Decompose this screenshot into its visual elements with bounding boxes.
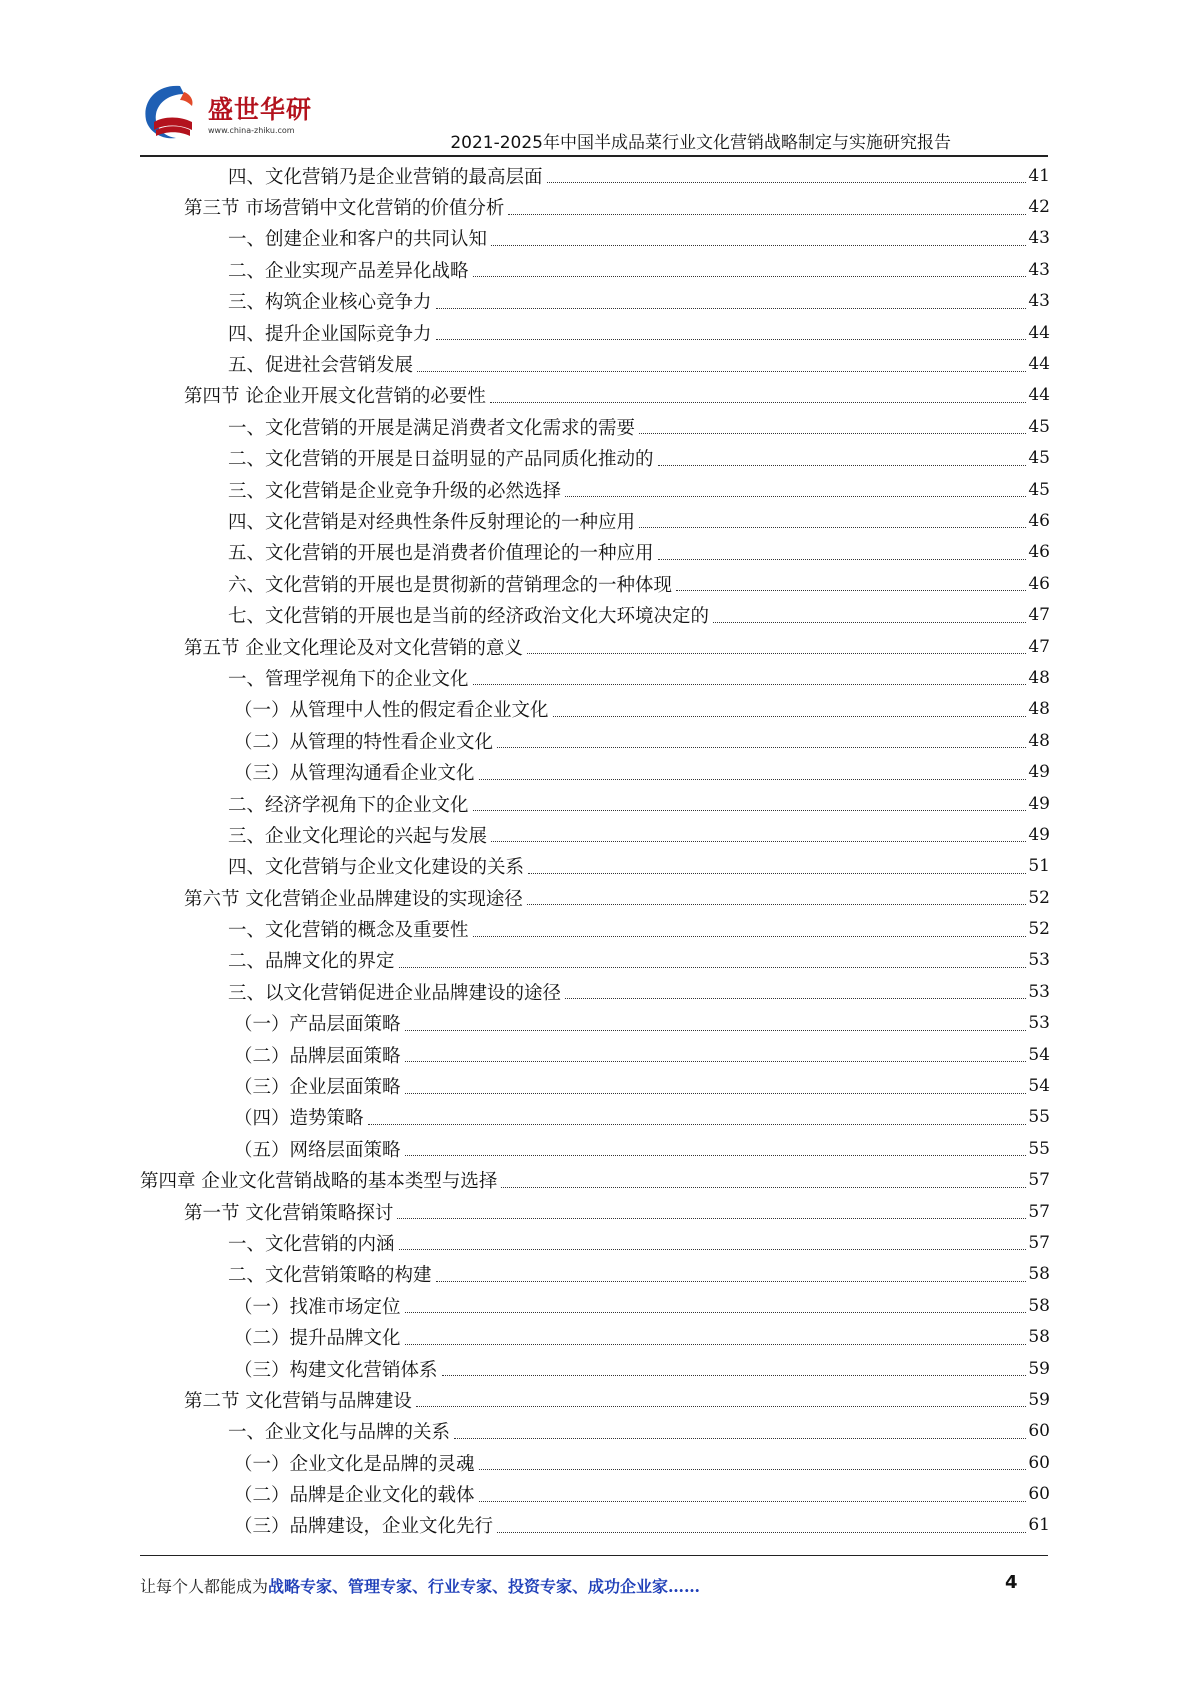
toc-leader-dots <box>473 922 1026 937</box>
toc-entry-page: 51 <box>1028 856 1050 877</box>
toc-entry-page: 44 <box>1028 322 1050 343</box>
toc-leader-dots <box>436 325 1026 340</box>
toc-entry-label: （二）品牌层面策略 <box>234 1042 403 1068</box>
toc-entry-page: 42 <box>1028 197 1050 218</box>
toc-leader-dots <box>405 1016 1026 1031</box>
toc-entry-page: 59 <box>1028 1389 1050 1410</box>
toc-entry-label: 第三节 市场营销中文化营销的价值分析 <box>184 194 506 220</box>
logo-url: www.china-zhiku.com <box>208 126 295 135</box>
toc-entry-page: 44 <box>1028 385 1050 406</box>
toc-leader-dots <box>436 294 1026 309</box>
toc-entry-label: 五、促进社会营销发展 <box>228 351 415 377</box>
toc-entry-label: 四、提升企业国际竞争力 <box>228 320 434 346</box>
toc-entry-label: （三）品牌建设，企业文化先行 <box>234 1512 495 1538</box>
toc-entry-page: 48 <box>1028 667 1050 688</box>
toc-entry-label: 四、文化营销与企业文化建设的关系 <box>228 853 526 879</box>
toc-entry[interactable] <box>140 1510 1050 1541</box>
toc-entry[interactable] <box>140 851 1050 882</box>
toc-entry-page: 53 <box>1028 950 1050 971</box>
toc-leader-dots <box>368 1110 1026 1125</box>
toc-leader-dots <box>639 513 1026 528</box>
toc-leader-dots <box>405 1141 1026 1156</box>
toc-leader-dots <box>436 1267 1026 1282</box>
toc-entry-page: 48 <box>1028 699 1050 720</box>
toc-entry-page: 57 <box>1028 1232 1050 1253</box>
toc-leader-dots <box>405 1047 1026 1062</box>
toc-entry[interactable] <box>140 1416 1050 1447</box>
toc-entry[interactable] <box>140 474 1050 505</box>
toc-leader-dots <box>528 859 1026 874</box>
toc-leader-dots <box>454 1424 1026 1439</box>
toc-entry[interactable] <box>140 882 1050 913</box>
toc-leader-dots <box>405 1298 1026 1313</box>
toc-entry[interactable] <box>140 1196 1050 1227</box>
toc-entry[interactable] <box>140 945 1050 976</box>
toc-entry[interactable] <box>140 1165 1050 1196</box>
page-header <box>0 0 1191 160</box>
toc-leader-dots <box>473 670 1026 685</box>
toc-entry-page: 58 <box>1028 1327 1050 1348</box>
toc-entry-label: 二、品牌文化的界定 <box>228 947 397 973</box>
toc-entry-label: 二、企业实现产品差异化战略 <box>228 257 471 283</box>
toc-entry[interactable] <box>140 223 1050 254</box>
toc-entry-page: 43 <box>1028 228 1050 249</box>
toc-entry-label: 一、管理学视角下的企业文化 <box>228 665 471 691</box>
toc-leader-dots <box>490 388 1026 403</box>
toc-entry-page: 57 <box>1028 1170 1050 1191</box>
toc-entry[interactable] <box>140 191 1050 222</box>
toc-entry-page: 55 <box>1028 1138 1050 1159</box>
toc-leader-dots <box>658 451 1026 466</box>
toc-entry-page: 45 <box>1028 479 1050 500</box>
toc-entry-page: 53 <box>1028 1013 1050 1034</box>
toc-entry[interactable] <box>140 662 1050 693</box>
toc-leader-dots <box>565 984 1026 999</box>
toc-entry-label: （二）品牌是企业文化的载体 <box>234 1481 477 1507</box>
toc-leader-dots <box>417 357 1026 372</box>
toc-entry[interactable] <box>140 694 1050 725</box>
toc-leader-dots <box>442 1361 1026 1376</box>
toc-entry[interactable] <box>140 1008 1050 1039</box>
toc-leader-dots <box>399 1235 1026 1250</box>
toc-leader-dots <box>399 953 1026 968</box>
toc-entry-page: 59 <box>1028 1358 1050 1379</box>
toc-entry-label: 三、以文化营销促进企业品牌建设的途径 <box>228 979 563 1005</box>
toc-entry[interactable] <box>140 913 1050 944</box>
toc-entry[interactable] <box>140 568 1050 599</box>
toc-leader-dots <box>405 1330 1026 1345</box>
toc-entry[interactable] <box>140 443 1050 474</box>
toc-entry[interactable] <box>140 631 1050 662</box>
page-number: 4 <box>1005 1572 1018 1593</box>
toc-entry-page: 46 <box>1028 510 1050 531</box>
toc-leader-dots <box>473 262 1026 277</box>
toc-entry-page: 44 <box>1028 354 1050 375</box>
company-logo <box>140 82 320 152</box>
toc-entry[interactable] <box>140 756 1050 787</box>
toc-entry-page: 45 <box>1028 416 1050 437</box>
toc-leader-dots <box>547 168 1026 183</box>
toc-entry-label: 一、创建企业和客户的共同认知 <box>228 225 489 251</box>
toc-entry[interactable] <box>140 1321 1050 1352</box>
toc-entry[interactable] <box>140 411 1050 442</box>
toc-leader-dots <box>565 482 1026 497</box>
toc-entry[interactable] <box>140 1290 1050 1321</box>
toc-entry[interactable] <box>140 976 1050 1007</box>
logo-text: 盛世华研 <box>208 95 313 124</box>
toc-leader-dots <box>479 1487 1026 1502</box>
logo-swoosh-icon <box>140 82 206 148</box>
toc-entry-page: 57 <box>1028 1201 1050 1222</box>
toc-entry-page: 46 <box>1028 542 1050 563</box>
toc-entry-label: 三、构筑企业核心竞争力 <box>228 288 434 314</box>
toc-entry[interactable] <box>140 1133 1050 1164</box>
toc-entry-label: 第二节 文化营销与品牌建设 <box>184 1387 414 1413</box>
toc-entry[interactable] <box>140 1384 1050 1415</box>
toc-entry-page: 47 <box>1028 636 1050 657</box>
toc-entry-label: 四、文化营销乃是企业营销的最高层面 <box>228 163 545 189</box>
toc-entry[interactable] <box>140 1259 1050 1290</box>
toc-entry-label: 三、企业文化理论的兴起与发展 <box>228 822 489 848</box>
toc-leader-dots <box>658 545 1026 560</box>
toc-entry[interactable] <box>140 788 1050 819</box>
toc-entry-label: 一、文化营销的开展是满足消费者文化需求的需要 <box>228 414 637 440</box>
toc-entry[interactable] <box>140 725 1050 756</box>
toc-entry[interactable] <box>140 1447 1050 1478</box>
toc-leader-dots <box>491 231 1026 246</box>
toc-entry-label: （四）造势策略 <box>234 1104 366 1130</box>
toc-entry-label: 三、文化营销是企业竞争升级的必然选择 <box>228 477 563 503</box>
toc-entry-page: 45 <box>1028 448 1050 469</box>
toc-entry-label: （一）找准市场定位 <box>234 1293 403 1319</box>
toc-entry-label: 第四节 论企业开展文化营销的必要性 <box>184 382 488 408</box>
toc-leader-dots <box>713 608 1026 623</box>
toc-entry-page: 49 <box>1028 762 1050 783</box>
toc-entry-label: 六、文化营销的开展也是贯彻新的营销理念的一种体现 <box>228 571 674 597</box>
toc-entry[interactable] <box>140 599 1050 630</box>
footer-slogan-highlight: 战略专家、管理专家、行业专家、投资专家、成功企业家…… <box>268 1577 701 1596</box>
toc-entry-page: 43 <box>1028 259 1050 280</box>
toc-entry-label: 一、文化营销的内涵 <box>228 1230 397 1256</box>
toc-leader-dots <box>676 576 1026 591</box>
toc-leader-dots <box>639 419 1026 434</box>
toc-leader-dots <box>479 1455 1026 1470</box>
toc-leader-dots <box>479 765 1026 780</box>
toc-entry[interactable] <box>140 1353 1050 1384</box>
toc-entry-page: 41 <box>1028 165 1050 186</box>
toc-entry[interactable] <box>140 1478 1050 1509</box>
toc-entry-label: 第一节 文化营销策略探讨 <box>184 1199 395 1225</box>
toc-entry-page: 47 <box>1028 605 1050 626</box>
toc-entry-label: （三）从管理沟通看企业文化 <box>234 759 477 785</box>
toc-entry-page: 54 <box>1028 1076 1050 1097</box>
toc-entry[interactable] <box>140 1227 1050 1258</box>
toc-entry[interactable] <box>140 286 1050 317</box>
toc-entry-page: 48 <box>1028 730 1050 751</box>
toc-entry-label: 五、文化营销的开展也是消费者价值理论的一种应用 <box>228 539 656 565</box>
toc-entry-page: 54 <box>1028 1044 1050 1065</box>
toc-leader-dots <box>553 702 1026 717</box>
toc-entry-page: 52 <box>1028 887 1050 908</box>
toc-entry-page: 60 <box>1028 1452 1050 1473</box>
toc-entry-label: （一）从管理中人性的假定看企业文化 <box>234 696 551 722</box>
toc-entry-label: （五）网络层面策略 <box>234 1136 403 1162</box>
toc-entry-label: （三）构建文化营销体系 <box>234 1356 440 1382</box>
toc-entry-label: 二、文化营销策略的构建 <box>228 1261 434 1287</box>
footer-slogan-prefix: 让每个人都能成为 <box>140 1577 269 1596</box>
toc-entry[interactable] <box>140 1102 1050 1133</box>
toc-leader-dots <box>501 1173 1026 1188</box>
toc-entry-label: 第六节 文化营销企业品牌建设的实现途径 <box>184 885 525 911</box>
toc-entry-page: 60 <box>1028 1484 1050 1505</box>
toc-entry-label: 一、文化营销的概念及重要性 <box>228 916 471 942</box>
toc-entry-label: （一）企业文化是品牌的灵魂 <box>234 1450 477 1476</box>
toc-entry-page: 49 <box>1028 824 1050 845</box>
toc-entry-page: 58 <box>1028 1264 1050 1285</box>
toc-entry-page: 43 <box>1028 291 1050 312</box>
toc-entry-label: （二）从管理的特性看企业文化 <box>234 728 495 754</box>
toc-leader-dots <box>497 1518 1026 1533</box>
toc-entry[interactable] <box>140 348 1050 379</box>
toc-leader-dots <box>416 1392 1026 1407</box>
toc-entry-label: 第四章 企业文化营销战略的基本类型与选择 <box>140 1167 499 1193</box>
toc-entry-label: 第五节 企业文化理论及对文化营销的意义 <box>184 634 525 660</box>
header-divider <box>140 155 1048 157</box>
toc-entry[interactable] <box>140 537 1050 568</box>
table-of-contents <box>140 160 1050 1541</box>
toc-entry[interactable] <box>140 1039 1050 1070</box>
toc-entry-label: 一、企业文化与品牌的关系 <box>228 1418 452 1444</box>
footer-divider <box>140 1555 1048 1556</box>
toc-entry-page: 46 <box>1028 573 1050 594</box>
toc-entry[interactable] <box>140 317 1050 348</box>
toc-entry[interactable] <box>140 160 1050 191</box>
toc-entry-label: （二）提升品牌文化 <box>234 1324 403 1350</box>
toc-leader-dots <box>491 827 1026 842</box>
toc-leader-dots <box>527 890 1026 905</box>
toc-entry-page: 53 <box>1028 981 1050 1002</box>
toc-entry-page: 58 <box>1028 1295 1050 1316</box>
toc-entry-label: 四、文化营销是对经典性条件反射理论的一种应用 <box>228 508 637 534</box>
toc-entry-page: 49 <box>1028 793 1050 814</box>
toc-entry-label: 二、文化营销的开展是日益明显的产品同质化推动的 <box>228 445 656 471</box>
toc-entry-page: 55 <box>1028 1107 1050 1128</box>
toc-leader-dots <box>508 200 1026 215</box>
toc-entry[interactable] <box>140 1070 1050 1101</box>
toc-entry-label: （一）产品层面策略 <box>234 1010 403 1036</box>
toc-entry-page: 52 <box>1028 919 1050 940</box>
toc-entry-page: 60 <box>1028 1421 1050 1442</box>
footer-slogan <box>140 1574 700 1597</box>
toc-leader-dots <box>527 639 1026 654</box>
toc-entry-page: 61 <box>1028 1515 1050 1536</box>
toc-entry[interactable] <box>140 819 1050 850</box>
toc-entry-label: 二、经济学视角下的企业文化 <box>228 791 471 817</box>
toc-leader-dots <box>497 733 1026 748</box>
toc-entry-label: 七、文化营销的开展也是当前的经济政治文化大环境决定的 <box>228 602 711 628</box>
report-title: 2021-2025年中国半成品菜行业文化营销战略制定与实施研究报告 <box>450 133 951 153</box>
toc-leader-dots <box>397 1204 1026 1219</box>
toc-entry[interactable] <box>140 254 1050 285</box>
toc-entry-label: （三）企业层面策略 <box>234 1073 403 1099</box>
toc-leader-dots <box>405 1079 1026 1094</box>
toc-entry[interactable] <box>140 380 1050 411</box>
toc-entry[interactable] <box>140 505 1050 536</box>
toc-leader-dots <box>473 796 1026 811</box>
